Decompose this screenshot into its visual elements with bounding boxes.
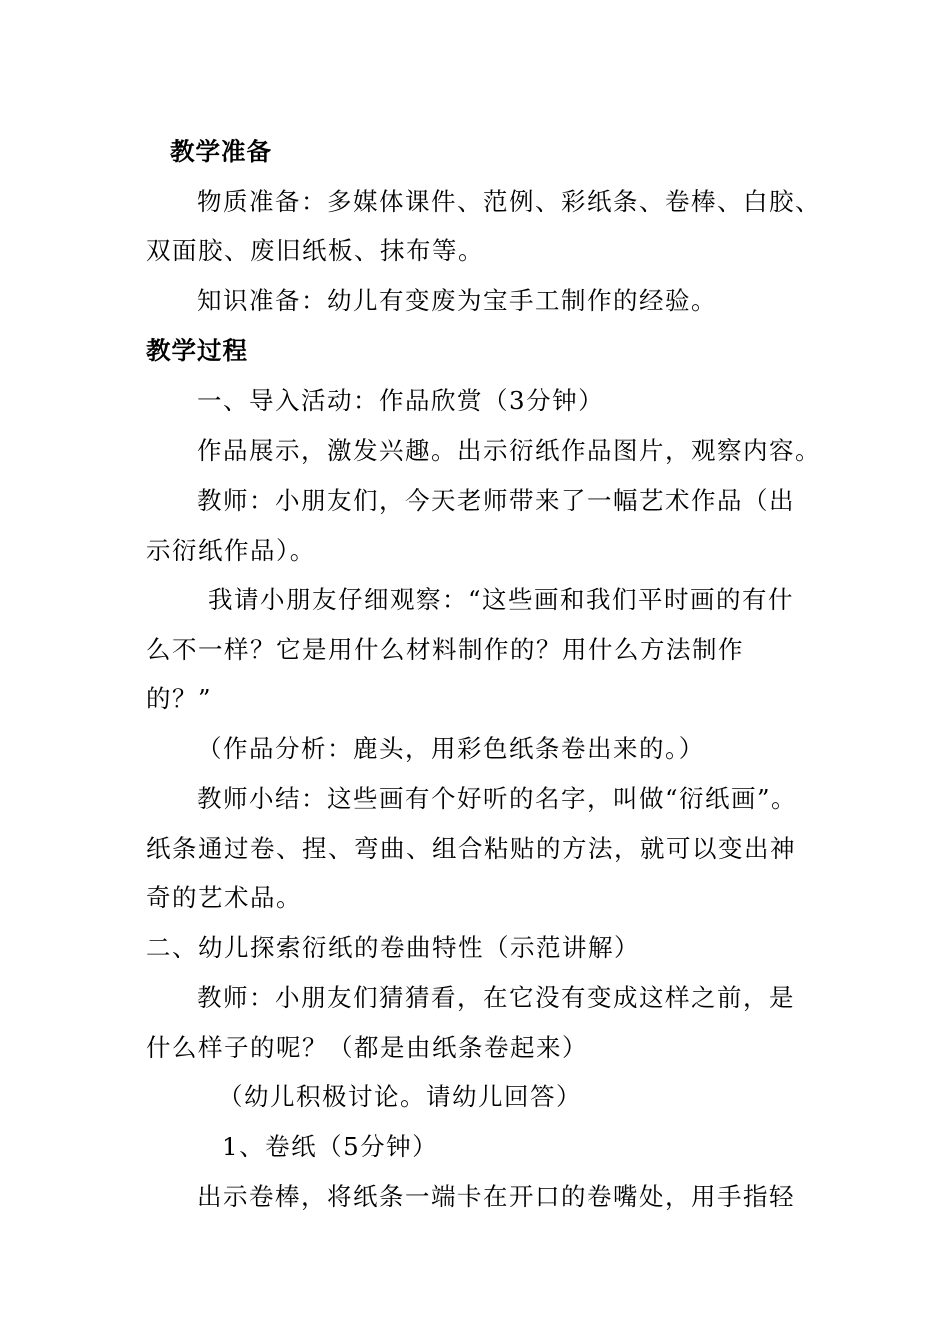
children-discussion: （幼儿积极讨论。请幼儿回答） bbox=[218, 1082, 582, 1111]
teacher-line2: 示衍纸作品）。 bbox=[146, 536, 316, 565]
question-line3: 的？” bbox=[146, 684, 213, 713]
teacher-summary-line3: 奇的艺术品。 bbox=[146, 883, 302, 912]
paragraph-knowledge-preparation: 知识准备：幼儿有变废为宝手工制作的经验。 bbox=[197, 286, 717, 315]
teacher-line1: 教师：小朋友们，今天老师带来了一幅艺术作品（出 bbox=[197, 486, 795, 515]
heading-teaching-preparation: 教学准备 bbox=[170, 137, 272, 166]
question-line2: 么不一样？它是用什么材料制作的？用什么方法制作 bbox=[146, 635, 744, 664]
teacher-question-line2: 什么样子的呢？（都是由纸条卷起来） bbox=[146, 1033, 588, 1062]
question-line1: 我请小朋友仔细观察：“这些画和我们平时画的有什 bbox=[208, 585, 795, 614]
teacher-question-line1: 教师：小朋友们猜猜看，在它没有变成这样之前，是 bbox=[197, 983, 795, 1012]
sub-step1-title: 1、卷纸（5分钟） bbox=[222, 1132, 439, 1161]
step1-intro: 作品展示，激发兴趣。出示衍纸作品图片，观察内容。 bbox=[197, 436, 821, 465]
step1-title: 一、导入活动：作品欣赏（3分钟） bbox=[197, 386, 605, 415]
paragraph-material-preparation-line1: 物质准备：多媒体课件、范例、彩纸条、卷棒、白胶、 bbox=[197, 187, 821, 216]
work-analysis: （作品分析：鹿头，用彩色纸条卷出来的。） bbox=[197, 734, 705, 763]
step2-title: 二、幼儿探索衍纸的卷曲特性（示范讲解） bbox=[146, 933, 640, 962]
paragraph-material-preparation-line2: 双面胶、废旧纸板、抹布等。 bbox=[146, 236, 484, 265]
teacher-summary-line1: 教师小结：这些画有个好听的名字，叫做“衍纸画”。 bbox=[197, 784, 798, 813]
teacher-summary-line2: 纸条通过卷、捏、弯曲、组合粘贴的方法，就可以变出神 bbox=[146, 834, 796, 863]
sub-step1-text: 出示卷棒，将纸条一端卡在开口的卷嘴处，用手指轻 bbox=[197, 1182, 795, 1211]
heading-teaching-process: 教学过程 bbox=[146, 336, 248, 365]
